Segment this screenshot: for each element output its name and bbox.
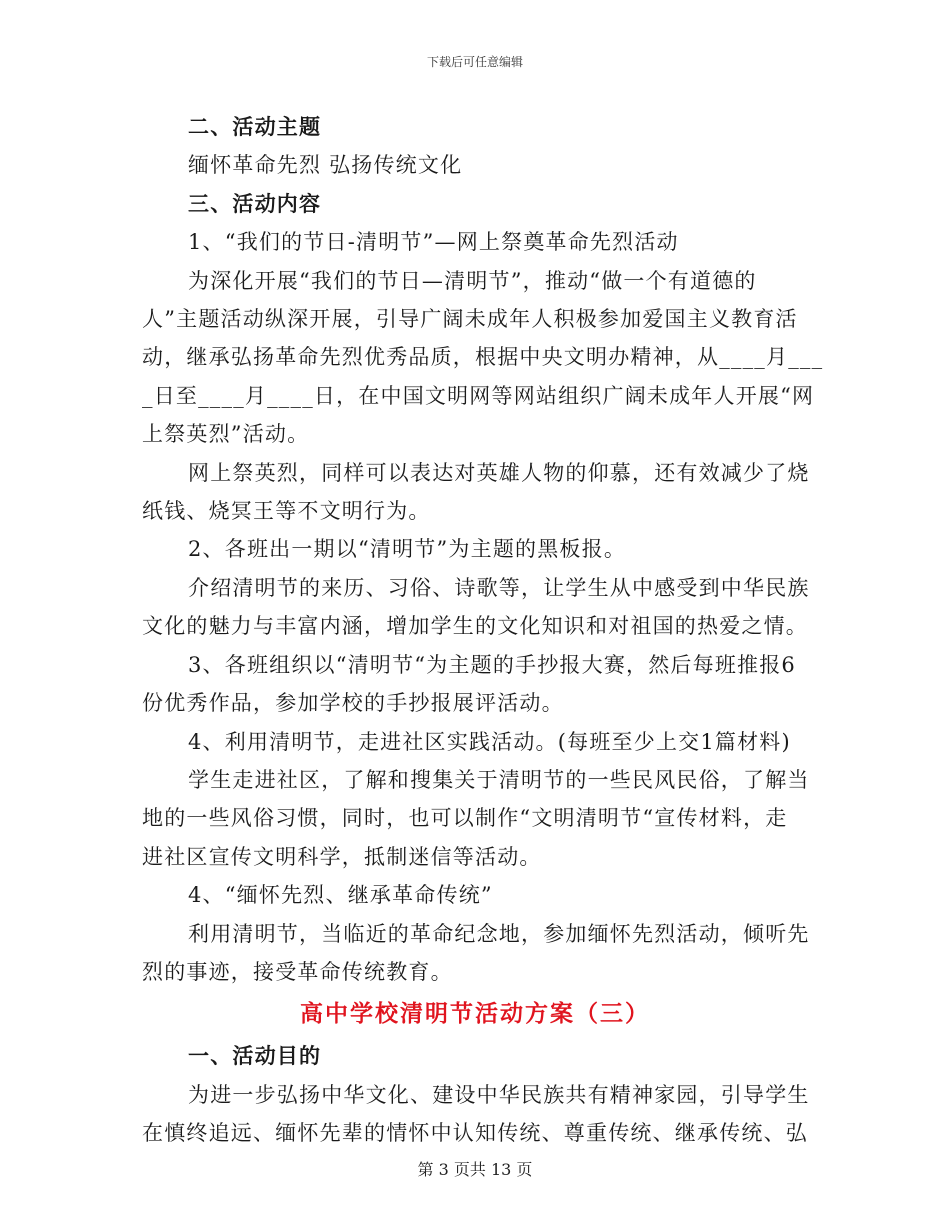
paragraph-line: 网上祭英烈，同样可以表达对英雄人物的仰慕，还有效减少了烧	[188, 460, 810, 485]
paragraph-line: 动，继承弘扬革命先烈优秀品质，根据中央文明办精神，从____月___	[142, 345, 824, 370]
document-body	[142, 108, 824, 1153]
paragraph-line: 利用清明节，当临近的革命纪念地，参加缅怀先烈活动，倾听先	[188, 921, 810, 946]
paragraph-line: 为深化开展“我们的节日—清明节”，推动“做一个有道德的	[188, 268, 757, 293]
document-title: 高中学校清明节活动方案（三）	[300, 1001, 650, 1028]
paragraph-line: 人”主题活动纵深开展，引导广阔未成年人积极参加爱国主义教育活	[142, 307, 798, 332]
paragraph-line: 地的一些风俗习惯，同时，也可以制作“文明清明节“宣传材料，走	[142, 806, 788, 831]
paragraph-line: 进社区宣传文明科学，抵制迷信等活动。	[142, 844, 542, 869]
section-heading-content: 三、活动内容	[188, 191, 322, 216]
paragraph-line: 在慎终追远、缅怀先辈的情怀中认知传统、尊重传统、继承传统、弘	[142, 1121, 808, 1146]
paragraph-line: 4、利用清明节，走进社区实践活动。(每班至少上交1篇材料)	[188, 729, 791, 754]
paragraph-line: 上祭英烈”活动。	[142, 422, 310, 447]
section-heading-theme: 二、活动主题	[188, 115, 322, 139]
paragraph-line: 2、各班出一期以“清明节”为主题的黑板报。	[188, 537, 627, 562]
page-number: 第 3 页共 13 页	[417, 1160, 533, 1179]
paragraph-line: 4、“缅怀先烈、继承革命传统”	[188, 883, 493, 908]
paragraph-line: _日至____月____日，在中国文明网等网站组织广阔未成年人开展“网	[142, 383, 815, 408]
page-header: 下载后可任意编辑	[426, 55, 523, 69]
paragraph-line: 份优秀作品，参加学校的手抄报展评活动。	[142, 691, 564, 716]
paragraph-line: 烈的事迹，接受革命传统教育。	[142, 959, 453, 984]
paragraph-line: 文化的魅力与丰富内涵，增加学生的文化知识和对祖国的热爱之情。	[142, 614, 808, 639]
paragraph-line: 3、各班组织以“清明节“为主题的手抄报大赛，然后每班推报6	[188, 652, 796, 677]
section-heading-purpose: 一、活动目的	[188, 1044, 322, 1069]
paragraph-line: 为进一步弘扬中华文化、建设中华民族共有精神家园，引导学生	[188, 1082, 810, 1107]
paragraph-line: 1、“我们的节日-清明节”—网上祭奠革命先烈活动	[188, 230, 679, 255]
paragraph-line: 介绍清明节的来历、习俗、诗歌等，让学生从中感受到中华民族	[188, 575, 810, 600]
paragraph-line: 学生走进社区，了解和搜集关于清明节的一些民风民俗，了解当	[188, 767, 810, 792]
paragraph-line: 纸钱、烧冥王等不文明行为。	[142, 499, 431, 524]
paragraph-line: 缅怀革命先烈 弘扬传统文化	[188, 153, 463, 178]
